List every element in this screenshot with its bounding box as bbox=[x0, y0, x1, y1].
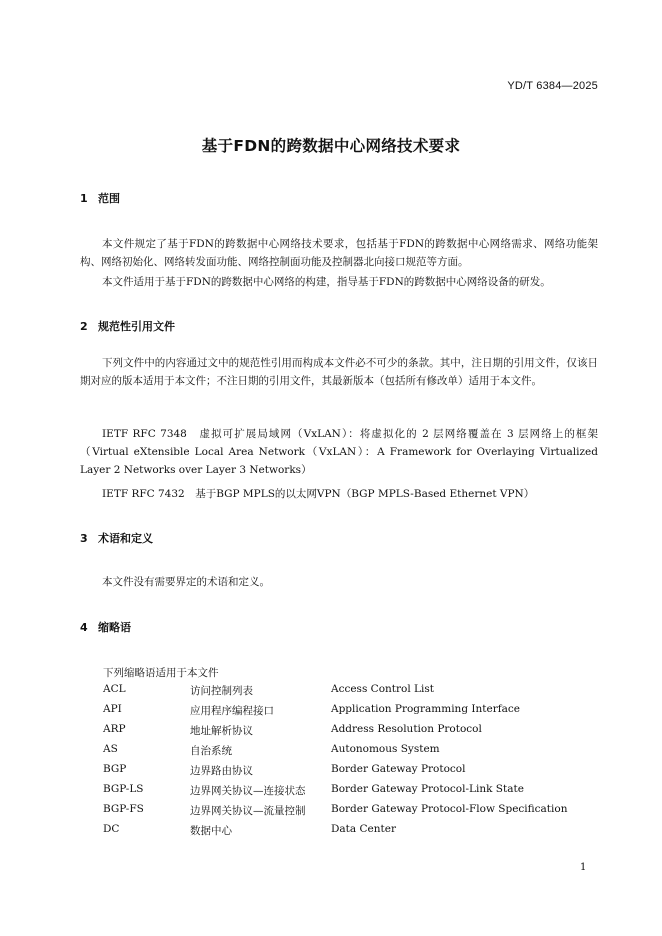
abbreviation-chinese: 边界路由协议 bbox=[190, 765, 253, 777]
section-title: 范围 bbox=[98, 192, 120, 205]
document-title: 基于FDN的跨数据中心网络技术要求 bbox=[201, 137, 461, 155]
abbreviation-chinese: 数据中心 bbox=[190, 825, 232, 837]
section-number: 3 bbox=[80, 532, 88, 545]
abbreviation-english: Access Control List bbox=[331, 683, 434, 695]
section-title: 术语和定义 bbox=[98, 532, 153, 545]
abbreviation-chinese: 地址解析协议 bbox=[190, 725, 253, 737]
scope-paragraph-2: 本文件适用于基于FDN的跨数据中心网络的构建，指导基于FDN的跨数据中心网络设备的研发。 bbox=[102, 276, 551, 288]
abbreviation: ACL bbox=[103, 683, 126, 695]
standard-number: YD/T 6384—2025 bbox=[507, 80, 598, 92]
abbreviation: BGP-LS bbox=[103, 783, 144, 795]
section-number: 1 bbox=[80, 192, 88, 205]
section-heading-terms bbox=[80, 530, 153, 546]
abbreviation-english: Autonomous System bbox=[331, 743, 440, 755]
abbreviation-chinese: 自治系统 bbox=[190, 745, 232, 757]
abbreviations-intro: 下列缩略语适用于本文件 bbox=[103, 667, 219, 679]
abbreviation-row bbox=[103, 743, 623, 763]
normative-reference-rfc7432: IETF RFC 7432 基于BGP MPLS的以太网VPN（BGP MPLS-Based Ethernet VPN） bbox=[102, 488, 535, 500]
abbreviation-english: Address Resolution Protocol bbox=[331, 723, 482, 735]
abbreviation-english: Data Center bbox=[331, 823, 396, 835]
page-number: 1 bbox=[580, 862, 587, 873]
section-heading-scope bbox=[80, 190, 120, 206]
abbreviation-row bbox=[103, 683, 623, 703]
abbreviation: BGP-FS bbox=[103, 803, 144, 815]
abbreviation-chinese: 边界网关协议—流量控制 bbox=[190, 805, 306, 817]
terms-paragraph: 本文件没有需要界定的术语和定义。 bbox=[102, 576, 270, 588]
abbreviation-row bbox=[103, 783, 623, 803]
scope-paragraph-1: 本文件规定了基于FDN的跨数据中心网络技术要求，包括基于FDN的跨数据中心网络需求、网络功能架构、网络初始化、网络转发面功能、网络控制面功能及控制器北向接口规范等方面。 bbox=[80, 238, 598, 268]
abbreviation-chinese: 边界网关协议—连接状态 bbox=[190, 785, 306, 797]
abbreviation: AS bbox=[103, 743, 118, 755]
section-heading-abbreviations bbox=[80, 619, 131, 635]
abbreviation: ARP bbox=[103, 723, 126, 735]
abbreviation-chinese: 访问控制列表 bbox=[190, 685, 253, 697]
abbreviation-english: Border Gateway Protocol-Flow Specification bbox=[331, 803, 568, 815]
section-number: 2 bbox=[80, 320, 88, 333]
section-heading-normative-references bbox=[80, 318, 175, 334]
abbreviation-chinese: 应用程序编程接口 bbox=[190, 705, 274, 717]
abbreviation: BGP bbox=[103, 763, 127, 775]
abbreviation-english: Border Gateway Protocol bbox=[331, 763, 466, 775]
section-title: 规范性引用文件 bbox=[98, 320, 175, 333]
abbreviations-list bbox=[103, 683, 623, 843]
abbreviation-row bbox=[103, 803, 623, 823]
abbreviation-english: Border Gateway Protocol-Link State bbox=[331, 783, 524, 795]
abbreviation-row bbox=[103, 703, 623, 723]
abbreviation-row bbox=[103, 763, 623, 783]
section-title: 缩略语 bbox=[98, 621, 131, 634]
abbreviation-english: Application Programming Interface bbox=[331, 703, 520, 715]
normative-reference-rfc7348: IETF RFC 7348 虚拟可扩展局域网（VxLAN）：将虚拟化的 2 层网络覆盖在 3 层网络上的框架（Virtual eXtensible Local Area Network（VxLAN）：A Framework for Overlaying Virtualized Layer 2 Networks over Layer 3 Networks） bbox=[80, 428, 598, 476]
abbreviation-row bbox=[103, 723, 623, 743]
abbreviation: DC bbox=[103, 823, 120, 835]
normative-paragraph: 下列文件中的内容通过文中的规范性引用而构成本文件必不可少的条款。其中，注日期的引用文件，仅该日期对应的版本适用于本文件；不注日期的引用文件，其最新版本（包括所有修改单）适用于本文件。 bbox=[80, 357, 598, 387]
section-number: 4 bbox=[80, 621, 88, 634]
abbreviation-row bbox=[103, 823, 623, 843]
abbreviation: API bbox=[103, 703, 122, 715]
